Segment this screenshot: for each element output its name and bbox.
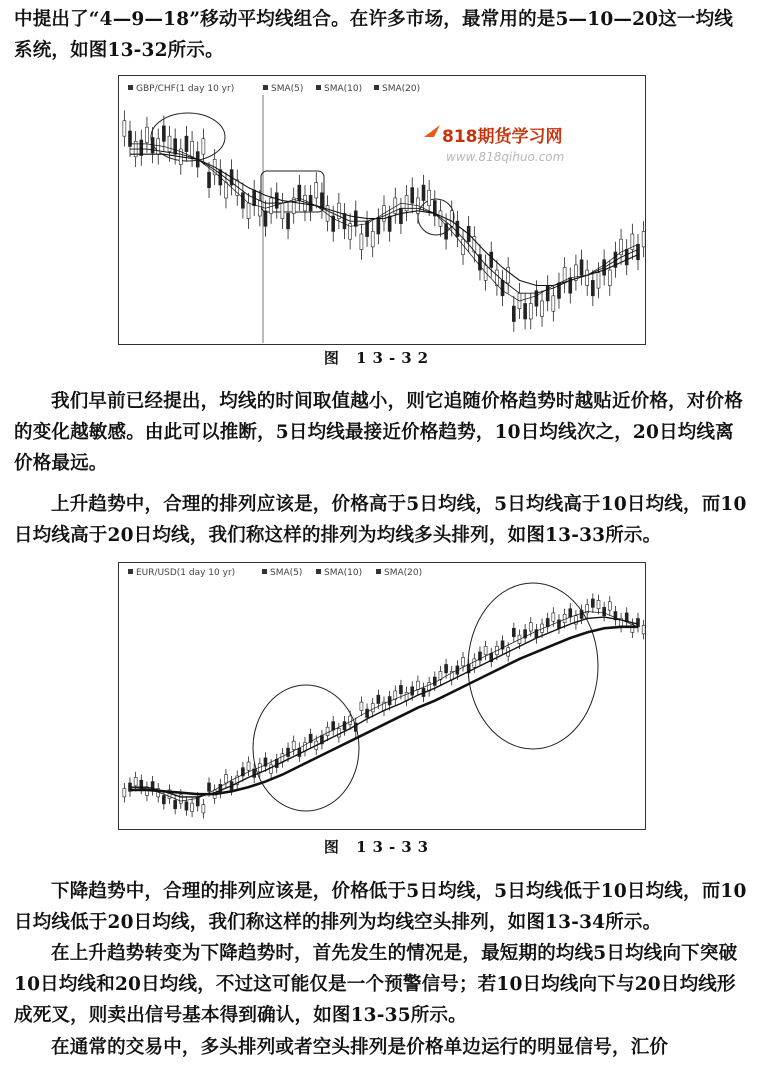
candle-body	[642, 625, 645, 633]
candle-body	[371, 231, 374, 246]
candle-body	[134, 777, 137, 785]
candle-body	[332, 722, 335, 730]
paragraph-1: 中提出了“4—9—18”移动平均线组合。在许多市场，最常用的是5—10—20这一均线系统，如图13-32所示。	[14, 9, 734, 61]
candle-body	[123, 121, 126, 136]
legend-item-sma10: SMA(10)	[324, 84, 363, 94]
candle-body	[208, 783, 211, 791]
candle-body	[258, 201, 261, 216]
candle-body	[174, 800, 177, 808]
candle-body	[224, 775, 227, 783]
candle-body	[303, 195, 306, 210]
watermark-url: www.818qihuo.com	[446, 150, 565, 164]
candle-body	[608, 602, 611, 610]
paragraph-2: 我们早前已经提出，均线的时间取值越小，则它追随价格趋势时越贴近价格，对价格的变化越敏感。由此可以推断，5日均线最接近价格趋势，10日均线次之，20日均线离价格最远。	[14, 391, 743, 474]
candle-body	[512, 306, 515, 321]
candle-body	[580, 260, 583, 275]
candle-body	[275, 193, 278, 208]
candle-body	[608, 270, 611, 285]
candle-body	[360, 234, 363, 249]
candle-body	[563, 614, 566, 622]
candle-body	[287, 748, 290, 756]
candle-body	[287, 213, 290, 228]
candle-body	[208, 172, 211, 187]
candle-body	[337, 729, 340, 737]
candle-body	[529, 304, 532, 319]
candle-body	[450, 211, 453, 226]
candle-body	[140, 140, 143, 155]
candle-body	[445, 664, 448, 672]
candle-body	[157, 139, 160, 154]
candle-body	[377, 695, 380, 703]
candle-body	[241, 193, 244, 208]
candle-body	[399, 208, 402, 223]
candle-body	[512, 628, 515, 636]
candle-body	[552, 613, 555, 621]
candle-body	[541, 301, 544, 316]
candle-body	[422, 185, 425, 200]
figure-13-32-caption: 图 13-32	[323, 349, 435, 367]
candle-body	[597, 273, 600, 288]
legend-item-sma10: SMA(10)	[324, 568, 363, 578]
candle-body	[292, 741, 295, 749]
candle-body	[371, 704, 374, 712]
candle-body	[349, 716, 352, 724]
candle-body	[433, 677, 436, 685]
candle-body	[320, 193, 323, 208]
candle-body	[202, 139, 205, 154]
candle-body	[247, 762, 250, 770]
candle-body	[490, 252, 493, 267]
legend-item-price: GBP/CHF(1 day 10 yr)	[136, 84, 235, 94]
candle-body	[507, 267, 510, 282]
candle-body	[247, 203, 250, 218]
chart-frame	[119, 76, 646, 345]
figure-13-32-chart	[118, 75, 646, 345]
candle-body	[264, 211, 267, 226]
figure-13-33-caption: 图 13-33	[323, 838, 435, 856]
candle-body	[281, 203, 284, 218]
candle-body	[123, 789, 126, 797]
candle-body	[275, 759, 278, 767]
candle-body	[501, 280, 504, 295]
candle-body	[174, 139, 177, 154]
legend-item-sma5: SMA(5)	[271, 84, 304, 94]
candle-body	[185, 136, 188, 151]
chart-frame	[119, 563, 646, 830]
candle-body	[224, 183, 227, 198]
candle-body	[270, 198, 273, 213]
candle-body	[270, 765, 273, 773]
candle-body	[597, 600, 600, 608]
paragraph-3: 上升趋势中，合理的排列应该是，价格高于5日均线，5日均线高于10日均线，而10日均线高于20日均线，我们称这样的排列为均线多头排列，如图13-33所示。	[14, 494, 747, 546]
candle-body	[185, 802, 188, 810]
legend-item-sma5: SMA(5)	[270, 568, 303, 578]
watermark-logo	[424, 125, 564, 164]
candle-body	[411, 687, 414, 695]
candle-body	[569, 609, 572, 617]
candle-body	[637, 244, 640, 259]
candle-body	[298, 748, 301, 756]
candle-body	[603, 607, 606, 615]
watermark-title: 818期货学习网	[442, 127, 563, 147]
paragraph-6: 在通常的交易中，多头排列或者空头排列是价格单边运行的明显信号，汇价	[51, 1037, 669, 1058]
candle-body	[202, 805, 205, 813]
candle-body	[162, 126, 165, 141]
candle-body	[552, 296, 555, 311]
candle-body	[191, 803, 194, 811]
candle-body	[456, 221, 459, 236]
candle-body	[191, 141, 194, 156]
candle-body	[416, 681, 419, 689]
legend-item-sma20: SMA(20)	[384, 568, 423, 578]
candle-body	[399, 685, 402, 693]
candle-body	[377, 219, 380, 234]
candle-body	[315, 183, 318, 198]
candle-body	[625, 249, 628, 264]
candle-body	[580, 610, 583, 618]
candle-body	[360, 702, 363, 710]
candle-body	[388, 216, 391, 231]
candle-body	[343, 722, 346, 730]
candle-body	[462, 658, 465, 666]
candle-body	[546, 286, 549, 301]
candle-body	[591, 280, 594, 295]
candle-body	[366, 709, 369, 717]
candle-body	[484, 646, 487, 654]
candle-body	[354, 211, 357, 226]
candle-body	[343, 213, 346, 228]
paragraph-4: 下降趋势中，合理的排列应该是，价格低于5日均线，5日均线低于10日均线，而10日均线低于20日均线，我们称这样的排列为均线空头排列，如图13-34所示。	[14, 881, 747, 933]
candle-body	[625, 613, 628, 621]
paragraph-5: 在上升趋势转变为下降趋势时，首先发生的情况是，最短期的均线5日均线向下突破10日均线和20日均线，不过这可能仅是一个预警信号；若10日均线向下与20日均线形成死叉，则卖出信号基本得到确认，如图13-35所示。	[14, 943, 738, 1026]
legend-item-price: EUR/USD(1 day 10 yr)	[136, 568, 236, 578]
candle-body	[586, 270, 589, 285]
candle-body	[196, 798, 199, 806]
candle-body	[411, 188, 414, 203]
candle-body	[145, 127, 148, 142]
candle-body	[168, 136, 171, 151]
candle-body	[591, 599, 594, 607]
candle-body	[162, 796, 165, 804]
candle-body	[473, 659, 476, 667]
candle-body	[428, 190, 431, 205]
legend-item-sma20: SMA(20)	[382, 84, 421, 94]
candle-body	[524, 304, 527, 319]
candle-body	[642, 231, 645, 246]
candle-body	[326, 727, 329, 735]
candle-body	[529, 623, 532, 631]
candle-body	[445, 224, 448, 239]
figure-13-33-chart	[118, 562, 646, 830]
